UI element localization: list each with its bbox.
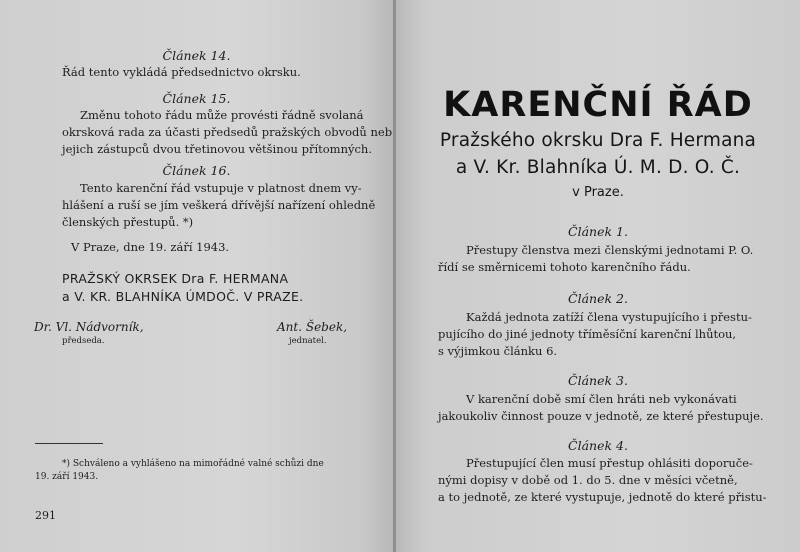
article-14-line: Řád tento vykládá předsednictvo okrsku. bbox=[62, 65, 301, 79]
signature-right-name: Ant. Šebek, bbox=[277, 320, 348, 334]
article-1-line: Přestupy členstva mezi členskými jednotami P. O. bbox=[466, 243, 754, 257]
article-1-heading: Článek 1. bbox=[568, 224, 628, 239]
article-15-line: Změnu tohoto řádu může provésti řádně svolaná bbox=[80, 108, 364, 122]
article-4-line: nými dopisy v době od 1. do 5. dne v měsíci včetně, bbox=[438, 473, 738, 487]
subtitle-line: Pražského okrsku Dra F. Hermana bbox=[439, 130, 757, 151]
subtitle-line: v Praze. bbox=[572, 185, 624, 200]
left-page bbox=[0, 0, 393, 552]
article-2-heading: Článek 2. bbox=[568, 291, 628, 306]
article-3-heading: Článek 3. bbox=[568, 373, 628, 388]
subtitle-line: a V. Kr. Blahníka Ú. M. D. O. Č. bbox=[455, 157, 741, 178]
article-16-line: hlášení a ruší se jím veškerá dřívější nařízení ohledně bbox=[62, 198, 376, 212]
footnote-line: 19. září 1943. bbox=[35, 472, 99, 482]
article-2-line: pujícího do jiné jednoty tříměsíční karenční lhůtou, bbox=[438, 327, 737, 341]
footnote-divider bbox=[35, 443, 103, 444]
stamp-line: a V. KR. BLAHNÍKA ÚMDOČ. V PRAZE. bbox=[62, 289, 304, 304]
article-4-line: a to jednotě, ze které vystupuje, jednotě do které přistu- bbox=[438, 490, 767, 504]
article-2-line: s výjimkou článku 6. bbox=[438, 344, 558, 358]
article-3-line: jakoukoliv činnost pouze v jednotě, ze které přestupuje. bbox=[438, 409, 764, 423]
article-15-line: jejich zástupců dvou třetinovou většinou přítomných. bbox=[62, 142, 372, 156]
signature-left-role: předseda. bbox=[62, 336, 105, 346]
document-title: KARENČNÍ ŘÁD bbox=[443, 85, 753, 125]
article-16-line: Tento karenční řád vstupuje v platnost dnem vy- bbox=[80, 181, 362, 195]
article-3-line: V karenční době smí člen hráti neb vykonávati bbox=[466, 392, 737, 406]
article-1-line: řídí se směrnicemi tohoto karenčního řádu. bbox=[438, 260, 691, 274]
article-15-heading: Článek 15. bbox=[162, 91, 231, 106]
article-16-heading: Článek 16. bbox=[162, 163, 231, 178]
article-2-line: Každá jednota zatíží člena vystupujícího i přestu- bbox=[466, 310, 752, 324]
signature-right-role: jednatel. bbox=[289, 336, 327, 346]
article-4-heading: Článek 4. bbox=[568, 438, 628, 453]
article-15-line: okrsková rada za účasti předsedů pražských obvodů neb bbox=[62, 125, 393, 139]
right-page bbox=[396, 0, 800, 552]
page-number: 291 bbox=[35, 509, 56, 522]
stamp-line: PRAŽSKÝ OKRSEK Dra F. HERMANA bbox=[62, 271, 289, 286]
signature-left-name: Dr. Vl. Nádvorník, bbox=[34, 320, 144, 334]
article-16-line: členských přestupů. *) bbox=[62, 215, 194, 229]
article-14-heading: Článek 14. bbox=[162, 48, 231, 63]
footnote-line: *) Schváleno a vyhlášeno na mimořádné valné schůzi dne bbox=[62, 459, 324, 469]
article-4-line: Přestupující člen musí přestup ohlásiti doporuče- bbox=[466, 456, 753, 470]
date-line: V Praze, dne 19. září 1943. bbox=[71, 240, 230, 254]
